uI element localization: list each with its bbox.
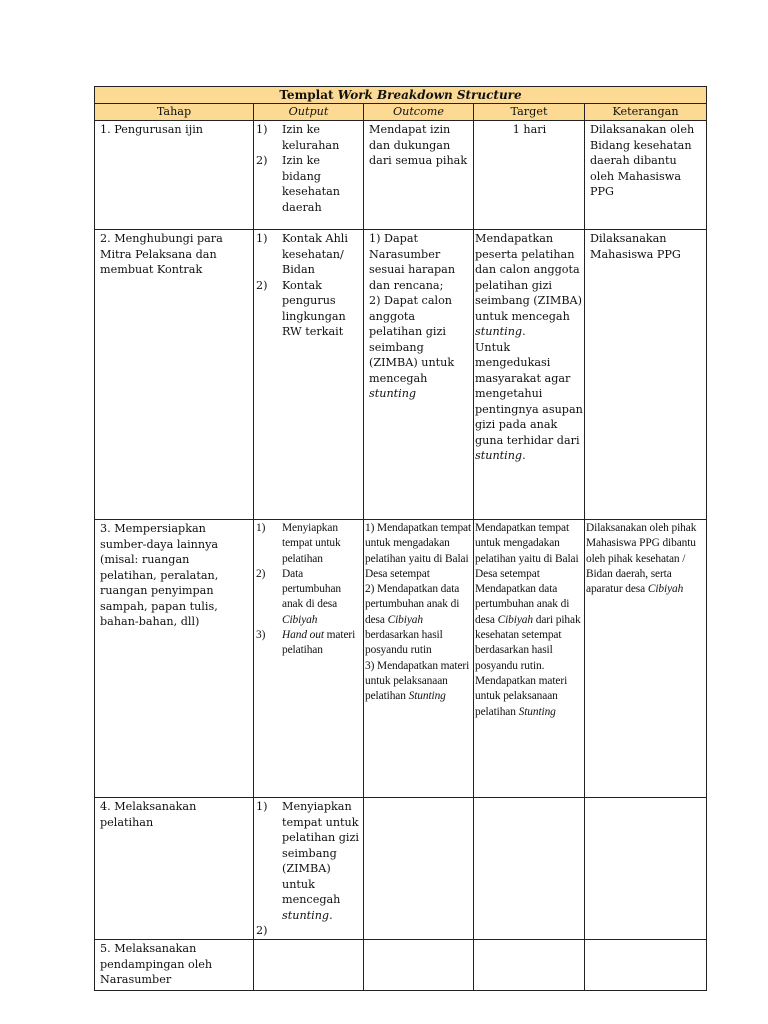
row3-target bbox=[474, 520, 585, 798]
row1-keterangan: Dilaksanakan oleh Bidang kesehatan daerah dibantu oleh Mahasiswa PPG bbox=[585, 121, 707, 230]
row2-keterangan: Dilaksanakan Mahasiswa PPG bbox=[585, 230, 707, 520]
list-item: 1) Izin ke kelurahan bbox=[256, 123, 340, 152]
row4-output: 1) Menyiapkan tempat untuk pelatihan gizi seimbang (ZIMBA) untuk mencegah stunting. 2) bbox=[254, 798, 364, 940]
row3-keterangan: Dilaksanakan oleh pihak Mahasiswa PPG dibantu oleh pihak kesehatan / Bidan daerah, serta aparatur desa Cibiyah bbox=[585, 520, 707, 798]
row5-keterangan bbox=[585, 940, 707, 991]
row1-target: 1 hari bbox=[474, 121, 585, 230]
wbs-table bbox=[94, 86, 707, 991]
row2-outcome-1: 1) Dapat Narasumber sesuai harapan dan rencana; bbox=[369, 232, 456, 292]
row4-outcome bbox=[364, 798, 474, 940]
row1-tahap: 1. Pengurusan ijin bbox=[95, 121, 254, 230]
header-keterangan: Keterangan bbox=[585, 104, 707, 121]
title-prefix: Templat bbox=[279, 88, 338, 102]
row2-target-2: Untuk mengedukasi masyarakat agar mengetahui pentingnya asupan gizi pada anak guna terhidar dari stunting. bbox=[475, 340, 583, 462]
table-row bbox=[95, 798, 707, 940]
table-row bbox=[95, 520, 707, 798]
list-item: 1) Menyiapkan tempat untuk pelatihan gizi seimbang (ZIMBA) untuk mencegah stunting. bbox=[256, 800, 359, 922]
row2-outcome-2: 2) Dapat calon anggota pelatihan gizi seimbang (ZIMBA) untuk mencegah stunting bbox=[369, 294, 455, 400]
row3-tahap: 3. Mempersiapkan sumber-daya lainnya (misal: ruangan pelatihan, peralatan, ruangan penyimpan sampah, papan tulis, bahan-bahan, dll) bbox=[95, 520, 254, 798]
row3-output bbox=[254, 520, 364, 798]
list-item: 2) Izin ke bidang kesehatan daerah bbox=[256, 154, 341, 214]
list-item: 2) Kontak pengurus lingkungan RW terkait bbox=[256, 278, 346, 338]
table-row bbox=[95, 121, 707, 230]
header-target: Target bbox=[474, 104, 585, 121]
row4-target bbox=[474, 798, 585, 940]
row3-outcome-2: 2) Mendapatkan data pertumbuhan anak di desa Cibiyah berdasarkan hasil posyandu rutin bbox=[365, 583, 460, 657]
list-item: 1) Menyiapkan tempat untuk pelatihan bbox=[256, 522, 341, 565]
header-row bbox=[95, 104, 707, 121]
list-item: 3) Hand out materi pelatihan bbox=[256, 629, 356, 657]
row4-keterangan bbox=[585, 798, 707, 940]
row3-outcome-1: 1) Mendapatkan tempat untuk mengadakan pelatihan yaitu di Balai Desa setempat bbox=[365, 522, 472, 580]
row5-output bbox=[254, 940, 364, 991]
row2-outcome bbox=[364, 230, 474, 520]
row5-target bbox=[474, 940, 585, 991]
table-row bbox=[95, 940, 707, 991]
row1-output bbox=[254, 121, 364, 230]
list-item: 1) Kontak Ahli kesehatan/ Bidan bbox=[256, 232, 348, 276]
row3-outcome bbox=[364, 520, 474, 798]
header-tahap: Tahap bbox=[95, 104, 254, 121]
row2-target bbox=[474, 230, 585, 520]
row2-tahap: 2. Menghubungi para Mitra Pelaksana dan membuat Kontrak bbox=[95, 230, 254, 520]
row5-outcome bbox=[364, 940, 474, 991]
row2-output bbox=[254, 230, 364, 520]
row2-target-1: Mendapatkan peserta pelatihan dan calon anggota pelatihan gizi seimbang (ZIMBA) untuk mencegah stunting. bbox=[475, 232, 582, 338]
table-row bbox=[95, 230, 707, 520]
row5-tahap: 5. Melaksanakan pendampingan oleh Narasumber bbox=[95, 940, 254, 991]
row3-target-1: Mendapatkan tempat untuk mengadakan pelatihan yaitu di Balai Desa setempat bbox=[475, 522, 579, 580]
list-item: 2) Data pertumbuhan anak di desa Cibiyah bbox=[256, 567, 342, 626]
table-title bbox=[95, 87, 707, 104]
header-outcome: Outcome bbox=[364, 104, 474, 121]
row4-tahap: 4. Melaksanakan pelatihan bbox=[95, 798, 254, 940]
row1-outcome: Mendapat izin dan dukungan dari semua pihak bbox=[364, 121, 474, 230]
header-output: Output bbox=[254, 104, 364, 121]
row3-target-2: Mendapatkan data pertumbuhan anak di desa Cibiyah dari pihak kesehatan setempat berdasarkan hasil posyandu rutin. bbox=[475, 583, 581, 672]
row3-outcome-3: 3) Mendapatkan materi untuk pelaksanaan pelatihan Stunting bbox=[365, 659, 470, 703]
row3-target-3: Mendapatkan materi untuk pelaksanaan pelatihan Stunting bbox=[475, 674, 568, 718]
title-italic: Work Breakdown Structure bbox=[337, 88, 522, 102]
